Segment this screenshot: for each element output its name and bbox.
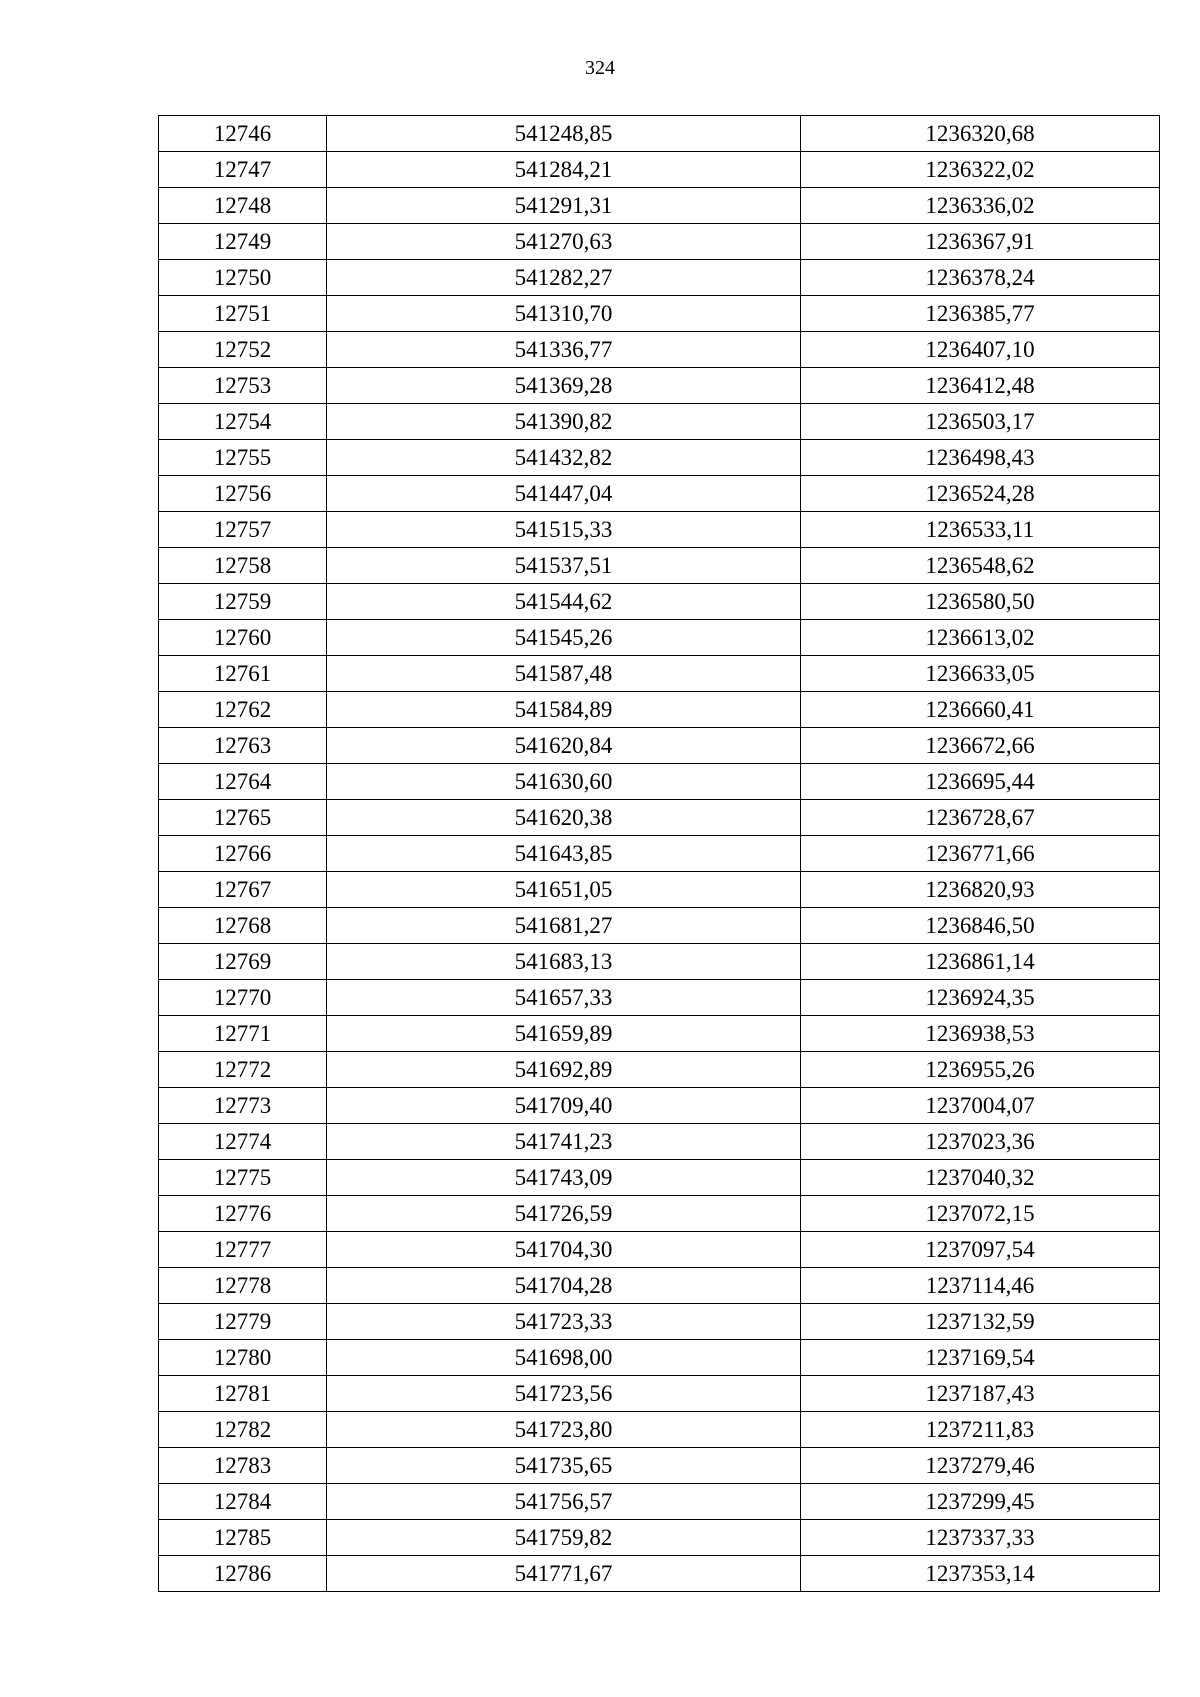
y-coordinate-cell: 1237169,54 [801,1340,1160,1376]
point-number-cell: 12766 [159,836,327,872]
x-coordinate-cell: 541698,00 [327,1340,801,1376]
y-coordinate-cell: 1236820,93 [801,872,1160,908]
point-number-cell: 12750 [159,260,327,296]
x-coordinate-cell: 541651,05 [327,872,801,908]
table-row [159,800,1160,836]
y-coordinate-cell: 1237211,83 [801,1412,1160,1448]
coordinates-table [158,115,1160,1592]
x-coordinate-cell: 541659,89 [327,1016,801,1052]
x-coordinate-cell: 541270,63 [327,224,801,260]
point-number-cell: 12784 [159,1484,327,1520]
table-row [159,188,1160,224]
y-coordinate-cell: 1236367,91 [801,224,1160,260]
y-coordinate-cell: 1237337,33 [801,1520,1160,1556]
y-coordinate-cell: 1236728,67 [801,800,1160,836]
x-coordinate-cell: 541537,51 [327,548,801,584]
y-coordinate-cell: 1237279,46 [801,1448,1160,1484]
table-row [159,404,1160,440]
point-number-cell: 12751 [159,296,327,332]
x-coordinate-cell: 541447,04 [327,476,801,512]
point-number-cell: 12755 [159,440,327,476]
y-coordinate-cell: 1236846,50 [801,908,1160,944]
y-coordinate-cell: 1236503,17 [801,404,1160,440]
table-row [159,908,1160,944]
y-coordinate-cell: 1236322,02 [801,152,1160,188]
table-row [159,656,1160,692]
table-row [159,1196,1160,1232]
y-coordinate-cell: 1236924,35 [801,980,1160,1016]
page-number: 324 [585,57,615,79]
point-number-cell: 12747 [159,152,327,188]
point-number-cell: 12775 [159,1160,327,1196]
x-coordinate-cell: 541284,21 [327,152,801,188]
point-number-cell: 12769 [159,944,327,980]
x-coordinate-cell: 541620,38 [327,800,801,836]
x-coordinate-cell: 541643,85 [327,836,801,872]
table-row [159,764,1160,800]
x-coordinate-cell: 541759,82 [327,1520,801,1556]
point-number-cell: 12758 [159,548,327,584]
x-coordinate-cell: 541587,48 [327,656,801,692]
table-row [159,548,1160,584]
x-coordinate-cell: 541657,33 [327,980,801,1016]
table-row [159,1340,1160,1376]
point-number-cell: 12780 [159,1340,327,1376]
x-coordinate-cell: 541630,60 [327,764,801,800]
y-coordinate-cell: 1236498,43 [801,440,1160,476]
x-coordinate-cell: 541620,84 [327,728,801,764]
x-coordinate-cell: 541723,33 [327,1304,801,1340]
x-coordinate-cell: 541771,67 [327,1556,801,1592]
y-coordinate-cell: 1236336,02 [801,188,1160,224]
point-number-cell: 12765 [159,800,327,836]
table-row [159,440,1160,476]
point-number-cell: 12749 [159,224,327,260]
point-number-cell: 12764 [159,764,327,800]
table-row [159,944,1160,980]
table-row [159,1232,1160,1268]
x-coordinate-cell: 541282,27 [327,260,801,296]
x-coordinate-cell: 541336,77 [327,332,801,368]
point-number-cell: 12768 [159,908,327,944]
point-number-cell: 12774 [159,1124,327,1160]
table-row [159,1304,1160,1340]
y-coordinate-cell: 1237040,32 [801,1160,1160,1196]
point-number-cell: 12771 [159,1016,327,1052]
table-row [159,152,1160,188]
y-coordinate-cell: 1236672,66 [801,728,1160,764]
table-row [159,476,1160,512]
point-number-cell: 12786 [159,1556,327,1592]
point-number-cell: 12760 [159,620,327,656]
y-coordinate-cell: 1237023,36 [801,1124,1160,1160]
x-coordinate-cell: 541291,31 [327,188,801,224]
point-number-cell: 12754 [159,404,327,440]
point-number-cell: 12753 [159,368,327,404]
table-row [159,1556,1160,1592]
point-number-cell: 12757 [159,512,327,548]
point-number-cell: 12761 [159,656,327,692]
point-number-cell: 12746 [159,116,327,152]
table-row [159,692,1160,728]
y-coordinate-cell: 1236548,62 [801,548,1160,584]
table-row [159,1412,1160,1448]
table-row [159,1088,1160,1124]
table-row [159,728,1160,764]
point-number-cell: 12777 [159,1232,327,1268]
y-coordinate-cell: 1237004,07 [801,1088,1160,1124]
y-coordinate-cell: 1236771,66 [801,836,1160,872]
x-coordinate-cell: 541310,70 [327,296,801,332]
point-number-cell: 12776 [159,1196,327,1232]
x-coordinate-cell: 541248,85 [327,116,801,152]
x-coordinate-cell: 541390,82 [327,404,801,440]
y-coordinate-cell: 1237299,45 [801,1484,1160,1520]
table-row [159,1484,1160,1520]
table-row [159,1448,1160,1484]
point-number-cell: 12756 [159,476,327,512]
x-coordinate-cell: 541756,57 [327,1484,801,1520]
x-coordinate-cell: 541704,28 [327,1268,801,1304]
x-coordinate-cell: 541723,80 [327,1412,801,1448]
y-coordinate-cell: 1237353,14 [801,1556,1160,1592]
x-coordinate-cell: 541735,65 [327,1448,801,1484]
point-number-cell: 12785 [159,1520,327,1556]
y-coordinate-cell: 1236633,05 [801,656,1160,692]
x-coordinate-cell: 541704,30 [327,1232,801,1268]
x-coordinate-cell: 541726,59 [327,1196,801,1232]
table-row [159,1376,1160,1412]
point-number-cell: 12773 [159,1088,327,1124]
y-coordinate-cell: 1236524,28 [801,476,1160,512]
x-coordinate-cell: 541741,23 [327,1124,801,1160]
x-coordinate-cell: 541692,89 [327,1052,801,1088]
table-row [159,620,1160,656]
x-coordinate-cell: 541515,33 [327,512,801,548]
table-row [159,1160,1160,1196]
x-coordinate-cell: 541683,13 [327,944,801,980]
y-coordinate-cell: 1236385,77 [801,296,1160,332]
table-row [159,872,1160,908]
y-coordinate-cell: 1236613,02 [801,620,1160,656]
table-row [159,980,1160,1016]
table-row [159,116,1160,152]
y-coordinate-cell: 1236955,26 [801,1052,1160,1088]
point-number-cell: 12778 [159,1268,327,1304]
x-coordinate-cell: 541709,40 [327,1088,801,1124]
table-row [159,1052,1160,1088]
point-number-cell: 12759 [159,584,327,620]
table-row [159,1016,1160,1052]
point-number-cell: 12783 [159,1448,327,1484]
point-number-cell: 12748 [159,188,327,224]
table-row [159,224,1160,260]
point-number-cell: 12763 [159,728,327,764]
y-coordinate-cell: 1237132,59 [801,1304,1160,1340]
table-row [159,1268,1160,1304]
y-coordinate-cell: 1237114,46 [801,1268,1160,1304]
y-coordinate-cell: 1236412,48 [801,368,1160,404]
point-number-cell: 12781 [159,1376,327,1412]
table-row [159,1520,1160,1556]
point-number-cell: 12767 [159,872,327,908]
x-coordinate-cell: 541369,28 [327,368,801,404]
y-coordinate-cell: 1237187,43 [801,1376,1160,1412]
x-coordinate-cell: 541584,89 [327,692,801,728]
y-coordinate-cell: 1236861,14 [801,944,1160,980]
y-coordinate-cell: 1237097,54 [801,1232,1160,1268]
x-coordinate-cell: 541723,56 [327,1376,801,1412]
table-row [159,584,1160,620]
table-row [159,260,1160,296]
point-number-cell: 12779 [159,1304,327,1340]
point-number-cell: 12762 [159,692,327,728]
x-coordinate-cell: 541545,26 [327,620,801,656]
y-coordinate-cell: 1236378,24 [801,260,1160,296]
table-row [159,836,1160,872]
point-number-cell: 12752 [159,332,327,368]
y-coordinate-cell: 1236580,50 [801,584,1160,620]
y-coordinate-cell: 1236660,41 [801,692,1160,728]
y-coordinate-cell: 1236533,11 [801,512,1160,548]
table-row [159,1124,1160,1160]
point-number-cell: 12782 [159,1412,327,1448]
y-coordinate-cell: 1236695,44 [801,764,1160,800]
y-coordinate-cell: 1236938,53 [801,1016,1160,1052]
table-row [159,296,1160,332]
x-coordinate-cell: 541432,82 [327,440,801,476]
point-number-cell: 12770 [159,980,327,1016]
table-row [159,512,1160,548]
table-row [159,368,1160,404]
y-coordinate-cell: 1236407,10 [801,332,1160,368]
x-coordinate-cell: 541544,62 [327,584,801,620]
x-coordinate-cell: 541743,09 [327,1160,801,1196]
x-coordinate-cell: 541681,27 [327,908,801,944]
y-coordinate-cell: 1236320,68 [801,116,1160,152]
table-row [159,332,1160,368]
point-number-cell: 12772 [159,1052,327,1088]
coordinates-table-body [159,116,1160,1592]
y-coordinate-cell: 1237072,15 [801,1196,1160,1232]
